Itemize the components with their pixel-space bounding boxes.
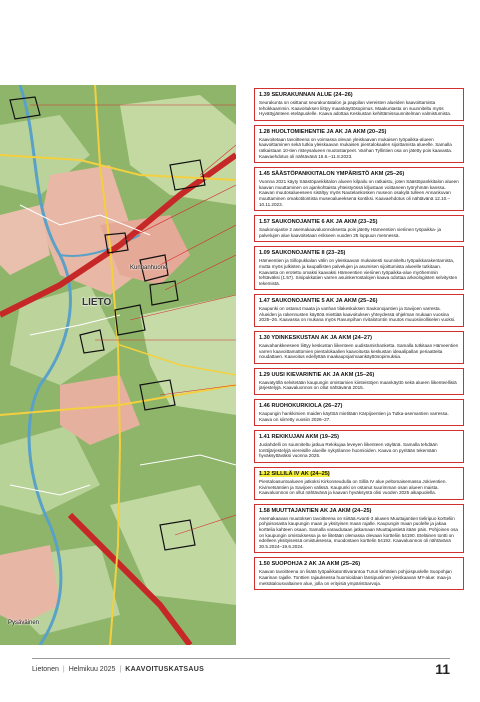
item-body: Pientaloasuntoalueen jatkoksi Kirkonseudulla on Silliä IV alue peltomaisemassa Jokiventien. Kivimetsäntien ja Savijoen välissä. Kaupunki on ostanut suurimman osan alueen maista. Kaavaluonnos on ollut nähtävänä ja kaavan hyväksyntä olisi vuoden 2025 aikapuolella.: [259, 479, 447, 496]
zoning-item: [254, 246, 464, 290]
item-body: Kaavatyöllä selvitetään kaupungin omistamien kiinteistöjen maankäyttö sekä alueen liikenteellisiä järjestelyjä. Kaavaluonnos on ollut nähtävänä 2015.: [259, 379, 457, 391]
map-label-kunnanhuone: Kunnanhuone: [130, 265, 168, 271]
zoning-item: [254, 215, 464, 242]
map-label-pysavainen: Pysäväinen: [8, 620, 40, 626]
item-title: 1.41 REKIKUJAN AKM (19–25): [259, 434, 339, 441]
item-body: Kaavahankkeeseen liittyy keskustan liikenteen uudistamishanketta. Samalla tutkitaan Hämeentien varren kaavoittamattomien pientalokaalien kaavoitusta keskustan ideaalipallan periaatteita noudattaen. Kaavoitus edellyttää maakaupoja/maankäyttösopimuksia.: [259, 343, 459, 360]
zoning-item: [254, 331, 464, 364]
item-title: 1.46 RUOHOKURKIOLA (26–27): [259, 403, 343, 410]
item-body: Juolahdelli on suunniteltu jatkua Rekikujaa leveyen liikenteen väylänä. Samalla tehdään tonttijärjestelyjä viereisille alueille nykytilanne huomioiden. Kaava on pyritään tekemään hyväksyttäväksi vuonna 2025.: [259, 442, 438, 459]
item-body: Seurakunta on osittanut seurakuntatalon ja pappilan viereisten alueiden kaavoittamista tehokkaammin. Kaavoituksen liittyy maankäyttösopimus. Maakuntasta on suunniteltu myös Hyvättyjänteen eteläpuolelle. Kaava adottaa Keskustan kehittämissuunnitelman valmistumista.: [259, 100, 452, 117]
item-body: Hämeentien ja Sillopukkalan välin on yleiskaavan mukaisesti suunniteltu työpaikkarakentamista, mutta myös julkisten ja kaupallisten palvelujen ja asumisen sijoittumista alueelle tutkitaan. Kaavasta on erotettu omaksi kaavaksi Hämeentien vieriinen työpaikka-alue myöhemmin tehtäväksi (1.57). Sinipukkatien varren asuinkerrostalojen kaava odottaa arkeologisten selvitysten tekemistä.: [259, 258, 458, 286]
footer-publication: Lietonen: [32, 665, 59, 673]
item-title: 1.39 SEURAKUNNAN ALUE (24–26): [259, 92, 353, 98]
zoning-map: [0, 85, 236, 645]
item-body: Kaavan tavoitteena on lisätä työpaikkatonttivarantoa Turun kehätien pohjoispuolelle Suopohjan Kaarinan rajalle. Tonttien rajauksessa huomioidaan länsipuolinen yleiskaavan MY-alue: maa-ja metsätalousvaltainen alue, jolla on erityisiä ympäristöarvoja.: [259, 569, 452, 586]
zoning-item: [254, 88, 464, 121]
zoning-items-list: [254, 88, 464, 594]
footer-separator: |: [119, 665, 122, 673]
zoning-item: [254, 504, 464, 554]
item-title: 1.29 UUSI KIEVARINTIE AK JA AKM (15–26): [259, 371, 375, 378]
page-footer: [32, 658, 450, 679]
item-body: Kaupungin hankkimien maiden käyttöä mietitään Kärpijoentien ja Tutka-asemantien varressa. Kaava on siirretty vuosiin 2026–27.: [259, 411, 449, 422]
footer-section: KAAVOITUSKATSAUS: [125, 665, 205, 673]
item-title: 1.30 YDINKESKUSTAN AK JA AKM (24–27): [259, 335, 372, 342]
zoning-item: [254, 557, 464, 590]
item-body: Kaupunki on ostanut maata ja vanhan tilakeskuksen Saukonojantien ja Savijoen varresta. Alueiden ja rakennusten käyttöä miettiää kaavoituksen yhteydessä ohjelman mukaan vuosina 2025–26. Kaavassa on mukana myös Ravunpihan rivitalotontin muutos muuosiivolliselen vuoksi.: [259, 306, 456, 323]
zoning-item: [254, 368, 464, 395]
item-body: Vuonna 2021 käyty Säästöpankkitalon alueen kilpailu on ratkaistu, joten Säästöpankkitalon alueen kaavan muuttaminen on ajankohtaista yhteistyössä kiljustaan voittaneen työryhmän kanssa. Kaavan muutosalueeseen sisältyy myös Nautelankosken museon osakylä tulleen Annankuvan muuttaminen omakotitontista museoalueeksenä kontiksi. Kaavaehdotus oli nähtävänä 12.10.–10.11.2023.: [259, 179, 459, 207]
map-graphic: [0, 85, 236, 645]
footer-issue: Helmikuu 2025: [68, 665, 116, 673]
item-body: Kaavoitetaan tavoitteena on voimassa olevan yleiskaavan mukaisen työpaikka-alueen kaavoittaminen sekä tutkia yleiskaavan mukaisen pientalokaalen sijoittamista alueelle. Samalla ratkaistaan 10-tien risteysalueen muotostarpeet. Vanhan Tyllintien osa on jätetty pois kaavasta. Kaavaehdotus oli nähtävänä 15.6.–11.8.2023.: [259, 136, 453, 159]
item-title: 1.28 HUOLTOMIEHENTIE JA AK JA AKM (20–25): [259, 128, 387, 135]
zoning-item: [254, 430, 464, 463]
item-title-highlighted: 1.12 SILLILÄ IV AK (24–25): [259, 471, 330, 477]
zoning-item: [254, 467, 464, 500]
item-title: 1.09 SAUKONOJANTIE II (23–25): [259, 250, 346, 257]
item-body: Asemakaavan muutoksen tavoitteena on siirtää Avanti-3 aluwen Muuttajantien tieliripuo kortteliin pohjoisosasta kaupungin maan ja yksityisen maan rajalle. Kaupungin maan puolelle ja jakaa korttelia kahteen osaan. Samalla varaudutaan jatkamaan Muuttajantietä itään päin. Pohjoinen osa on kaupungin omistuksessa ja se liitetään olemassa olevaan kortteliin 54190. Eteläinen tontti on edelleen yksityisessä omistuksessa, muodostaen korttelin 54192. Kaavaluonnos oli nähtävänä 30.5.2024–19.6.2024.: [259, 515, 458, 549]
zoning-item: [254, 294, 464, 327]
zoning-item: [254, 167, 464, 211]
footer-separator: |: [62, 665, 65, 673]
item-title: 1.57 SAUKONOJANTIE 6 AK JA AKM (23–25): [259, 219, 378, 226]
item-title: 1.58 MUUTTAJANTIEN AK JA AKM (24–25): [259, 507, 372, 514]
item-title: 1.45 SÄÄSTÖPANKKITALON YMPÄRISTÖ AKM (25–26): [259, 171, 405, 178]
item-title: 1.47 SAUKONOJANTIE 5 AK JA AKM (25–26): [259, 298, 378, 305]
item-title: 1.50 SUOPOHJA 2 AK JA AKM (25–26): [259, 561, 361, 568]
zoning-item: [254, 125, 464, 163]
map-label-lieto: LIETO: [82, 297, 112, 308]
item-body: Saukonojantie 2 asemakaavaluonnoksesta pois jätetty Hämeentien vieriinen työpaikka- ja palvelujen alue kaavoitetaan erikseen vuoden 25 loppuun mennessä.: [259, 227, 442, 238]
zoning-item: [254, 399, 464, 426]
page-number: 11: [435, 661, 450, 677]
